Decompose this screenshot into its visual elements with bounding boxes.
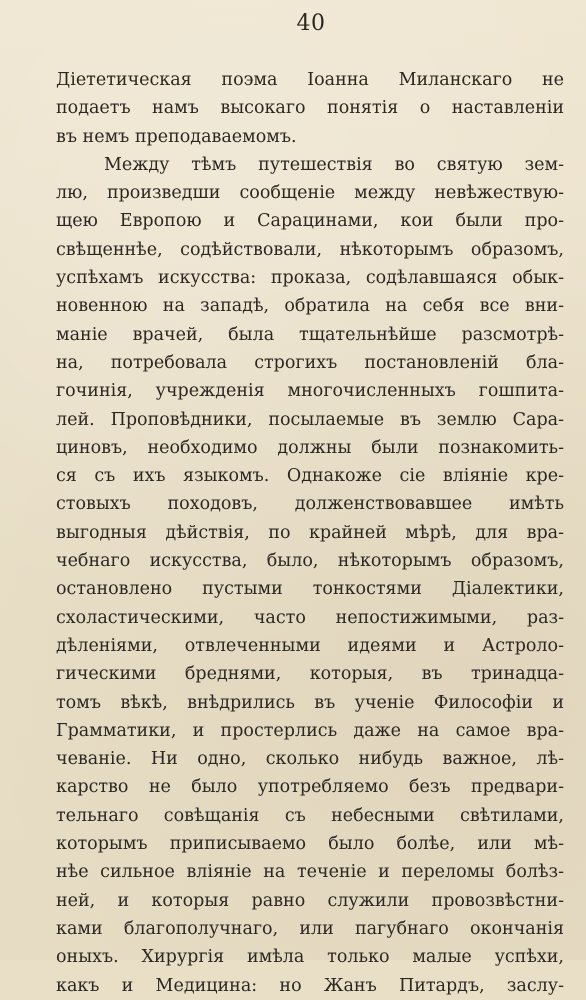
text-line: оныхъ. Хирургія имѣла только малые успѣхи, [56,947,564,968]
text-line: тельнаго совѣщанія съ небесными свѣтилами, [56,805,564,826]
text-line: нѣе сильное вліяніе на теченіе и переломы болѣз- [56,862,564,883]
text-line: чеваніе. Ни одно, сколько нибудь важное, лѣ- [56,749,564,770]
text-line: свѣщеннѣе, содѣйствовали, нѣкоторымъ образомъ, [56,239,564,260]
body-text [56,66,564,1000]
text-line: гическими бреднями, которыя, въ тринадца- [56,664,564,685]
text-line: успѣхамъ искусства: проказа, содѣлавшаяся обык- [56,268,564,289]
text-line: схоластическими, часто непостижимыми, раз- [56,607,564,628]
text-line: новенною на западѣ, обратила на себя все вни- [56,296,564,317]
text-line: Грамматики, и простерлись даже на самое вра- [56,720,564,741]
text-line: дѣленіями, отвлеченными идеями и Астроло- [56,635,564,656]
text-line: Между тѣмъ путешествія во святую зем- [104,154,564,175]
text-line: маніе врачей, была тщательнѣйше разсмотрѣ- [56,324,564,345]
text-line: карство не было употребляемо безъ предвари- [56,777,564,798]
text-line: ся съ ихъ языкомъ. Однакоже сіе вліяніе кре- [56,466,564,487]
text-line: лей. Проповѣдники, посылаемые въ землю Сара- [56,409,564,430]
text-line: томъ вѣкѣ, внѣдрились въ ученіе Философіи и [56,692,564,713]
text-line: на, потребовала строгихъ постановленій бла- [56,352,564,373]
text-line: остановлено пустыми тонкостями Діалектики, [56,579,564,600]
text-line: выгодныя дѣйствія, по крайней мѣрѣ, для вра- [56,522,564,543]
text-line: ней, и которыя равно служили провозвѣстни- [56,890,564,911]
text-line: гочинія, учрежденія многочисленныхъ гошпита- [56,381,564,402]
text-line: щею Европою и Сарацинами, кои были про- [56,211,564,232]
text-line: стовыхъ походовъ, долженствовавшее имѣть [56,494,564,515]
text-line: въ немъ преподаваемомъ. [56,126,297,147]
page-number: 40 [296,11,326,36]
text-line: Діететическая поэма Іоанна Миланскаго не [56,70,564,90]
text-line: какъ и Медицина: но Жанъ Питардъ, заслу- [56,975,564,996]
text-line: чебнаго искусства, было, нѣкоторымъ образомъ, [56,551,564,572]
text-line: подаетъ намъ высокаго понятія о наставленіи [56,98,564,119]
text-line: ками благополучнаго, или пагубнаго окончанія [56,918,564,939]
text-line: лю, произведши сообщеніе между невѣжествую- [56,183,564,204]
text-line: которымъ приписываемо было болѣе, или мѣ- [56,834,564,855]
text-line: циновъ, необходимо должны были познакомить- [56,437,564,458]
